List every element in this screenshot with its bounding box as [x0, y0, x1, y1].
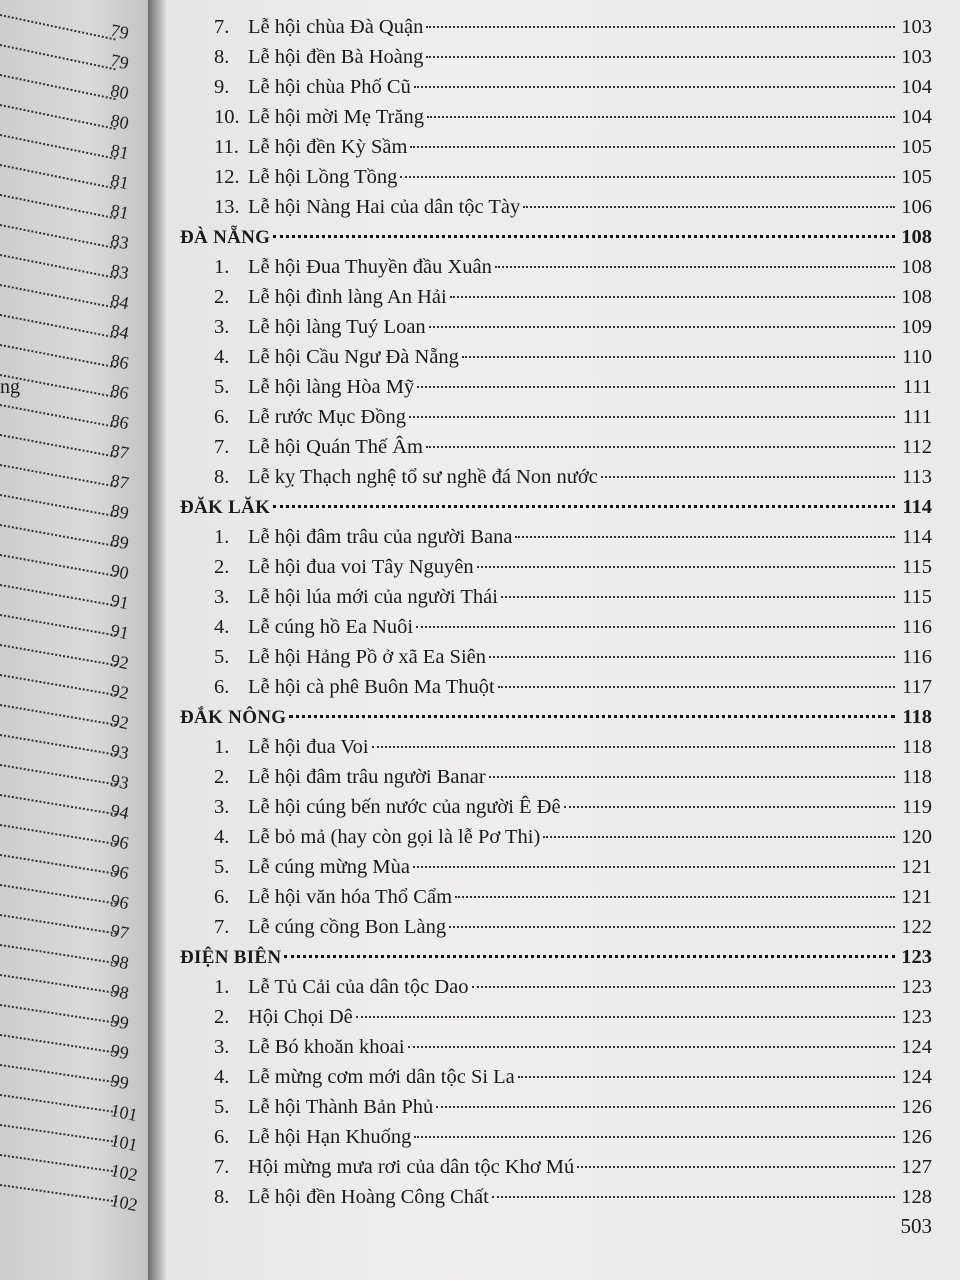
toc-entry: [180, 402, 932, 432]
entry-title: Lễ hội chùa Đà Quận: [248, 16, 424, 38]
partial-text: ng: [0, 376, 20, 398]
toc-entry: [180, 462, 932, 492]
left-page-number: 96: [108, 890, 131, 914]
left-page-leader: [0, 764, 117, 785]
left-page-number: 91: [108, 590, 131, 614]
entry-page-number: 122: [901, 916, 932, 938]
entry-page-number: 119: [902, 796, 932, 818]
entry-title: Lễ cúng mừng Mùa: [248, 856, 410, 878]
toc-entry: [180, 282, 932, 312]
left-page-leader: [0, 794, 117, 815]
entry-number: 4.: [214, 616, 230, 638]
dot-leader: [372, 746, 895, 748]
entry-page-number: 116: [902, 616, 932, 638]
toc-section-heading: [180, 222, 932, 252]
toc-entry: [180, 522, 932, 552]
dot-leader: [449, 926, 895, 928]
left-page-number: 101: [108, 1100, 140, 1126]
entry-number: 3.: [214, 1036, 230, 1058]
entry-number: 2.: [214, 286, 230, 308]
left-page-number: 84: [108, 290, 131, 314]
entry-number: 5.: [214, 646, 230, 668]
section-title: ĐIỆN BIÊN: [180, 947, 282, 968]
dot-leader: [472, 986, 896, 988]
entry-title: Lễ hội Hảng Pồ ở xã Ea Siên: [248, 646, 487, 668]
entry-number: 1.: [214, 526, 230, 548]
left-page-number: 87: [108, 440, 131, 464]
entry-title: Lễ hội đền Hoàng Công Chất: [248, 1186, 489, 1208]
entry-page-number: 114: [902, 496, 932, 518]
dot-leader: [501, 596, 895, 598]
left-page-leader: [0, 944, 117, 964]
toc-entry: [180, 1092, 932, 1122]
entry-title: Lễ hội đền Kỳ Sầm: [248, 136, 408, 158]
dot-leader: [518, 1076, 895, 1078]
entry-number: 8.: [214, 46, 230, 68]
entry-number: 3.: [214, 316, 230, 338]
toc-entry: [180, 342, 932, 372]
entry-number: 5.: [214, 856, 230, 878]
entry-number: 6.: [214, 676, 230, 698]
left-page-number: 84: [108, 320, 131, 344]
entry-number: 13.: [214, 196, 240, 218]
dot-leader: [477, 566, 895, 568]
left-page-leader: [0, 344, 116, 368]
entry-number: 4.: [214, 346, 230, 368]
dot-leader: [489, 656, 895, 658]
entry-page-number: 114: [902, 526, 932, 548]
dot-leader: [416, 626, 895, 628]
dot-leader: [450, 296, 895, 298]
entry-title: Lễ hội đền Bà Hoàng: [248, 46, 424, 68]
left-page-leader: [0, 1124, 117, 1143]
entry-title: Lễ hội Thành Bản Phủ: [248, 1096, 434, 1118]
book-gutter: [148, 0, 166, 1280]
entry-number: 2.: [214, 556, 230, 578]
left-page-leader: [0, 1154, 117, 1173]
dot-leader: [427, 116, 895, 118]
entry-page-number: 116: [902, 646, 932, 668]
entry-title: Lễ hội đua Voi: [248, 736, 369, 758]
toc-entry: [180, 972, 932, 1002]
entry-number: 8.: [214, 1186, 230, 1208]
entry-title: Lễ hội đình làng An Hải: [248, 286, 447, 308]
entry-number: 3.: [214, 796, 230, 818]
toc-entry: [180, 732, 932, 762]
toc-entry: [180, 252, 932, 282]
toc-entry: [180, 792, 932, 822]
entry-page-number: 123: [901, 976, 932, 998]
entry-title: Lễ hội làng Tuý Loan: [248, 316, 426, 338]
toc-section-heading: [180, 942, 932, 972]
previous-page-edge: [0, 0, 148, 1280]
entry-page-number: 104: [901, 106, 932, 128]
entry-title: Lễ hội mời Mẹ Trăng: [248, 106, 424, 128]
entry-number: 1.: [214, 976, 230, 998]
dot-leader: [498, 686, 895, 688]
entry-page-number: 126: [901, 1096, 932, 1118]
left-page-number: 79: [108, 20, 131, 44]
left-page-leader: [0, 1094, 117, 1113]
dot-leader: [436, 1106, 895, 1108]
entry-title: Lễ hội Lồng Tồng: [248, 166, 398, 188]
toc-section-heading: [180, 492, 932, 522]
dot-leader: [489, 776, 895, 778]
left-page-number: 87: [108, 470, 131, 494]
entry-page-number: 108: [901, 286, 932, 308]
entry-title: Lễ hội đâm trâu người Banar: [248, 766, 486, 788]
left-page-number: 91: [108, 620, 131, 644]
dot-leader: [414, 86, 895, 88]
entry-page-number: 110: [902, 346, 932, 368]
entry-page-number: 115: [902, 556, 932, 578]
toc-entry: [180, 822, 932, 852]
entry-number: 2.: [214, 766, 230, 788]
entry-number: 12.: [214, 166, 240, 188]
entry-number: 1.: [214, 256, 230, 278]
left-page-leader: [0, 464, 116, 487]
left-page-leader: [0, 1184, 117, 1203]
left-page-number: 93: [108, 770, 131, 794]
entry-page-number: 105: [901, 136, 932, 158]
toc-page: [166, 0, 960, 1280]
left-page-leader: [0, 614, 116, 636]
dot-leader: [426, 26, 895, 28]
left-page-number: 99: [108, 1040, 131, 1064]
entry-title: Lễ rước Mục Đồng: [248, 406, 407, 428]
left-page-number: 89: [108, 500, 131, 524]
left-page-number: 92: [108, 650, 131, 674]
left-page-leader: [0, 734, 117, 756]
entry-page-number: 127: [901, 1156, 932, 1178]
left-page-leader: [0, 524, 116, 547]
toc-entry: [180, 642, 932, 672]
left-page-leader: [0, 194, 116, 219]
entry-page-number: 109: [901, 316, 932, 338]
entry-page-number: 118: [902, 706, 932, 728]
left-page-number: 86: [108, 410, 131, 434]
toc-entry: [180, 1182, 932, 1212]
dot-leader: [601, 476, 895, 478]
entry-number: 8.: [214, 466, 230, 488]
toc-entry: [180, 12, 932, 42]
left-page-leader: [0, 974, 117, 994]
entry-page-number: 115: [902, 586, 932, 608]
entry-page-number: 128: [901, 1186, 932, 1208]
left-page-number: 99: [108, 1010, 131, 1034]
entry-page-number: 123: [901, 1006, 932, 1028]
left-page-number: 86: [108, 380, 131, 404]
entry-number: 6.: [214, 1126, 230, 1148]
section-title: ĐẮK NÔNG: [180, 707, 287, 728]
left-page-number: 97: [108, 920, 131, 944]
toc-entry: [180, 1152, 932, 1182]
left-page-leader: [0, 884, 117, 905]
left-page-number: 81: [108, 170, 131, 194]
dot-leader: [455, 896, 895, 898]
dot-leader: [414, 1136, 895, 1138]
left-page-number: 102: [108, 1160, 140, 1186]
dot-leader: [400, 176, 895, 178]
left-page-number: 80: [108, 80, 131, 104]
section-title: ĐÀ NẴNG: [180, 227, 271, 248]
left-page-number: 102: [108, 1190, 140, 1216]
dot-leader: [289, 715, 895, 718]
entry-page-number: 124: [901, 1036, 932, 1058]
entry-page-number: 103: [901, 46, 932, 68]
entry-title: Lễ hội Cầu Ngư Đà Nẵng: [248, 346, 459, 368]
left-page-leader: [0, 74, 116, 100]
dot-leader: [577, 1166, 895, 1168]
dot-leader: [408, 1046, 895, 1048]
table-of-contents: [180, 12, 932, 1212]
dot-leader: [462, 356, 895, 358]
left-page-leader: [0, 134, 116, 160]
entry-number: 7.: [214, 1156, 230, 1178]
entry-number: 11.: [214, 136, 239, 158]
page-number: 503: [900, 1214, 932, 1238]
dot-leader: [417, 386, 895, 388]
entry-title: Lễ Tủ Cải của dân tộc Dao: [248, 976, 469, 998]
entry-number: 3.: [214, 586, 230, 608]
entry-title: Lễ hội Nàng Hai của dân tộc Tày: [248, 196, 521, 218]
toc-entry: [180, 102, 932, 132]
dot-leader: [410, 146, 895, 148]
dot-leader: [413, 866, 895, 868]
left-page-leader: [0, 164, 116, 189]
entry-number: 5.: [214, 1096, 230, 1118]
left-page-leader: [0, 584, 116, 607]
entry-title: Lễ hội cà phê Buôn Ma Thuột: [248, 676, 495, 698]
entry-title: Lễ hội chùa Phố Cũ: [248, 76, 411, 98]
entry-page-number: 113: [902, 466, 932, 488]
entry-number: 2.: [214, 1006, 230, 1028]
left-page-number: 93: [108, 740, 131, 764]
entry-page-number: 124: [901, 1066, 932, 1088]
entry-title: Lễ hội văn hóa Thổ Cẩm: [248, 886, 453, 908]
toc-entry: [180, 372, 932, 402]
toc-entry: [180, 192, 932, 222]
entry-page-number: 111: [902, 406, 932, 428]
left-page-leader: [0, 494, 116, 517]
left-page-number: 89: [108, 530, 131, 554]
entry-page-number: 118: [902, 766, 932, 788]
dot-leader: [429, 326, 895, 328]
entry-page-number: 112: [902, 436, 932, 458]
dot-leader: [284, 955, 895, 958]
entry-number: 7.: [214, 916, 230, 938]
dot-leader: [426, 446, 895, 448]
entry-page-number: 106: [901, 196, 932, 218]
entry-title: Hội Chọi Dê: [248, 1006, 353, 1028]
entry-number: 10.: [214, 106, 240, 128]
dot-leader: [515, 536, 895, 538]
toc-entry: [180, 42, 932, 72]
left-page-number: 99: [108, 1070, 131, 1094]
entry-page-number: 103: [901, 16, 932, 38]
left-page-leader: [0, 914, 117, 934]
entry-title: Lễ mừng cơm mới dân tộc Si La: [248, 1066, 515, 1088]
left-page-leader: [0, 314, 116, 338]
entry-title: Lễ hội cúng bến nước của người Ê Đê: [248, 796, 561, 818]
left-page-leader: [0, 1064, 117, 1083]
dot-leader: [492, 1196, 895, 1198]
left-page-leader: [0, 104, 116, 130]
toc-entry: [180, 612, 932, 642]
dot-leader: [273, 505, 895, 508]
left-page-leader: [0, 824, 117, 845]
toc-entry: [180, 1062, 932, 1092]
left-page-leader: [0, 704, 116, 726]
left-page-number: 98: [108, 950, 131, 974]
entry-title: Lễ hội làng Hòa Mỹ: [248, 376, 415, 398]
left-page-leader: [0, 1004, 117, 1024]
entry-title: Lễ bỏ mả (hay còn gọi là lễ Pơ Thi): [248, 826, 541, 848]
toc-entry: [180, 72, 932, 102]
dot-leader: [523, 206, 895, 208]
left-page-number: 96: [108, 860, 131, 884]
entry-title: Lễ hội lúa mới của người Thái: [248, 586, 498, 608]
entry-title: Hội mừng mưa rơi của dân tộc Khơ Mú: [248, 1156, 575, 1178]
entry-page-number: 121: [901, 856, 932, 878]
left-page-leader: [0, 854, 117, 875]
left-page-number: 101: [108, 1130, 140, 1156]
toc-entry: [180, 162, 932, 192]
entry-page-number: 108: [901, 226, 932, 248]
toc-entry: [180, 762, 932, 792]
left-page-leader: [0, 284, 116, 309]
left-page-number: 96: [108, 830, 131, 854]
left-page-leader: [0, 224, 116, 249]
entry-number: 6.: [214, 406, 230, 428]
dot-leader: [543, 836, 895, 838]
entry-page-number: 118: [902, 736, 932, 758]
dot-leader: [356, 1016, 895, 1018]
left-page-number: 92: [108, 680, 131, 704]
left-page-leader: [0, 434, 116, 458]
left-page-number: 79: [108, 50, 131, 74]
entry-page-number: 111: [902, 376, 932, 398]
left-page-number: 90: [108, 560, 131, 584]
toc-entry: [180, 582, 932, 612]
left-page-leader: [0, 674, 116, 696]
toc-entry: [180, 132, 932, 162]
toc-entry: [180, 882, 932, 912]
left-page-leader: [0, 14, 116, 40]
section-title: ĐĂK LĂK: [180, 497, 271, 518]
entry-number: 7.: [214, 436, 230, 458]
toc-entry: [180, 672, 932, 702]
entry-title: Lễ hội đâm trâu của người Bana: [248, 526, 513, 548]
entry-title: Lễ cúng cồng Bon Làng: [248, 916, 447, 938]
left-page-number: 83: [108, 260, 131, 284]
entry-number: 4.: [214, 1066, 230, 1088]
entry-number: 4.: [214, 826, 230, 848]
left-page-number: 98: [108, 980, 131, 1004]
entry-title: Lễ kỵ Thạch nghệ tổ sư nghề đá Non nước: [248, 466, 598, 488]
left-page-leader: [0, 254, 116, 279]
left-page-number: 86: [108, 350, 131, 374]
dot-leader: [273, 235, 895, 238]
left-page-number: 81: [108, 200, 131, 224]
left-page-number: 80: [108, 110, 131, 134]
left-page-leader: [0, 404, 116, 428]
entry-page-number: 104: [901, 76, 932, 98]
entry-page-number: 105: [901, 166, 932, 188]
entry-number: 1.: [214, 736, 230, 758]
entry-page-number: 108: [901, 256, 932, 278]
entry-title: Lễ hội Quán Thế Âm: [248, 436, 423, 458]
entry-page-number: 117: [902, 676, 932, 698]
entry-number: 5.: [214, 376, 230, 398]
entry-page-number: 120: [901, 826, 932, 848]
left-page-leader: [0, 644, 116, 666]
dot-leader: [426, 56, 895, 58]
entry-title: Lễ hội Đua Thuyền đầu Xuân: [248, 256, 492, 278]
entry-page-number: 123: [901, 946, 932, 968]
entry-title: Lễ cúng hồ Ea Nuôi: [248, 616, 414, 638]
entry-title: Lễ Bó khoăn khoai: [248, 1036, 405, 1058]
entry-page-number: 121: [901, 886, 932, 908]
left-page-number: 83: [108, 230, 131, 254]
entry-title: Lễ hội đua voi Tây Nguyên: [248, 556, 474, 578]
toc-entry: [180, 1122, 932, 1152]
left-page-number: 94: [108, 800, 131, 824]
dot-leader: [409, 416, 895, 418]
entry-number: 7.: [214, 16, 230, 38]
entry-number: 9.: [214, 76, 230, 98]
entry-page-number: 126: [901, 1126, 932, 1148]
left-page-number: 81: [108, 140, 131, 164]
left-page-leader: [0, 44, 116, 70]
toc-entry: [180, 852, 932, 882]
left-page-leader: [0, 1034, 117, 1054]
entry-number: 6.: [214, 886, 230, 908]
dot-leader: [564, 806, 895, 808]
dot-leader: [495, 266, 895, 268]
toc-section-heading: [180, 702, 932, 732]
toc-entry: [180, 552, 932, 582]
left-page-leader: [0, 554, 116, 577]
toc-entry: [180, 1032, 932, 1062]
left-page-number: 92: [108, 710, 131, 734]
entry-title: Lễ hội Hạn Khuống: [248, 1126, 412, 1148]
toc-entry: [180, 432, 932, 462]
toc-entry: [180, 912, 932, 942]
toc-entry: [180, 312, 932, 342]
toc-entry: [180, 1002, 932, 1032]
